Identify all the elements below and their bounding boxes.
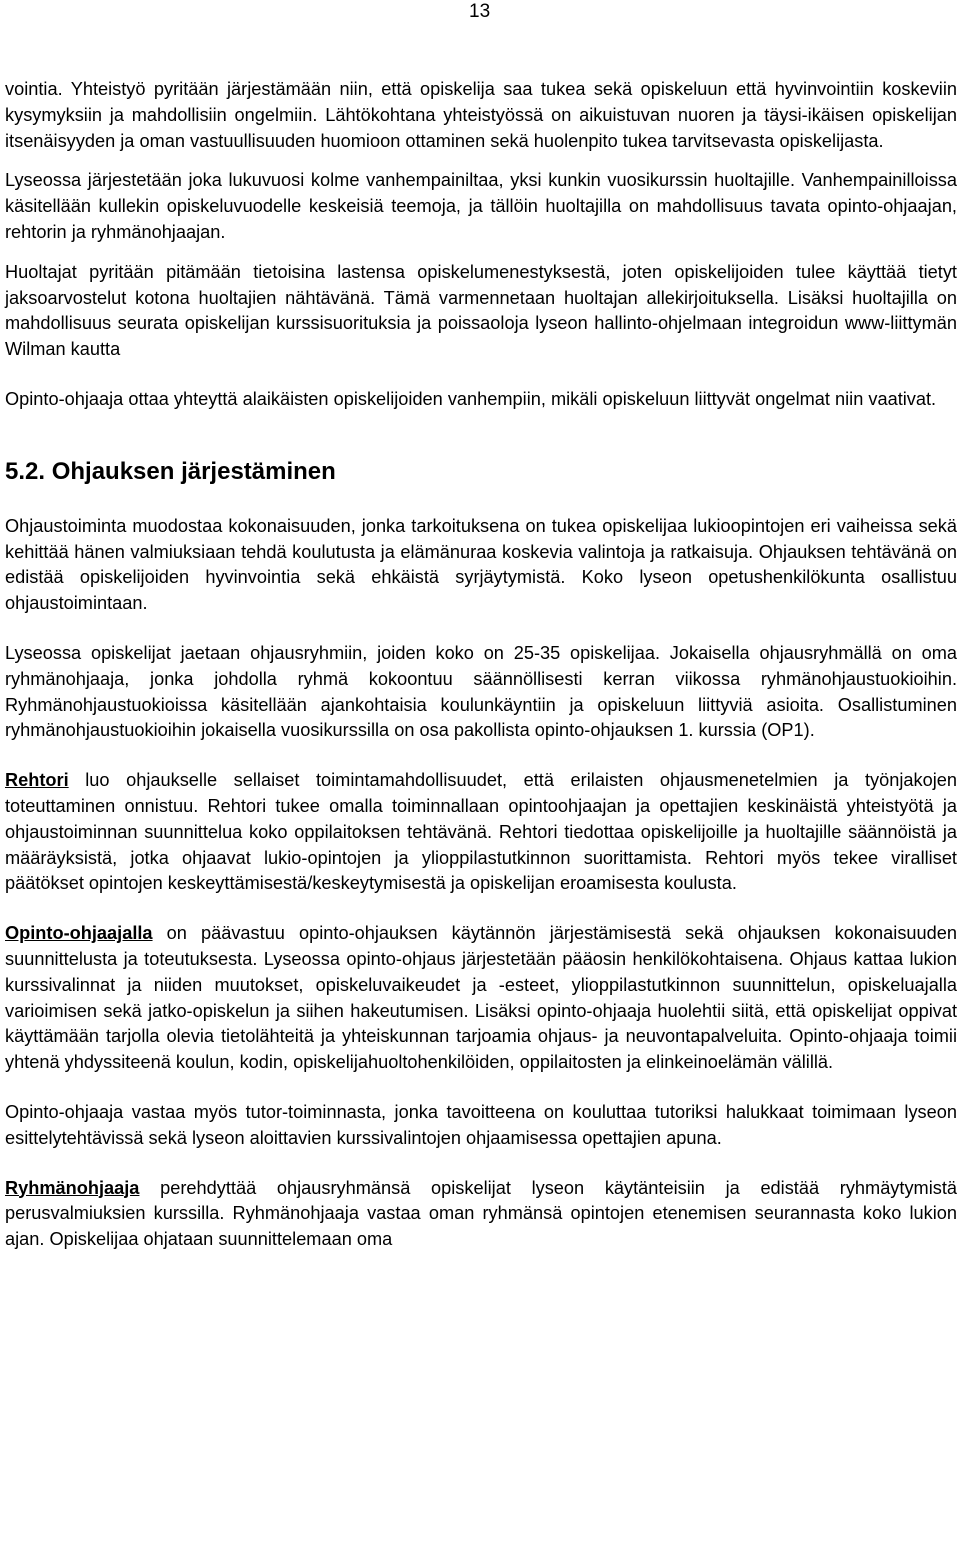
paragraph-counselor-contact: Opinto-ohjaaja ottaa yhteyttä alaikäisten opiskelijoiden vanhempiin, mikäli opiskeluun liittyvät ongelmat niin vaativat.: [5, 388, 937, 409]
paragraph-cooperation: vointia. Yhteistyö pyritään järjestämään niin, että opiskelija saa tukea sekä opiskeluun että hyvinvointiin koskeviin kysymyksiin ja mahdollisiin ongelmiin. Lähtökohtana yhteistyössä on aikuistuvan nuoren ja täysi-ikäisen opiskelijan itsenäisyyden ja oman vastuullisuuden huomioon ottaminen sekä huolenpito tukea tarvitsevasta opiskelijasta.: [5, 79, 957, 151]
paragraph-guardians-informed: Huoltajat pyritään pitämään tietoisina lastensa opiskelumenestyksestä, joten opiskelijoiden tulee käyttää tietyt jaksoarvostelut kotona huoltajien nähtävänä. Tämä varmennetaan huoltajan allekirjoituksella. Lisäksi huoltajilla on mahdollisuus seurata opiskelijan kurssisuorituksia ja poissaoloja lyseon hallinto-ohjelmaan integroidun www-liittymän Wilman kautta: [5, 261, 957, 360]
paragraph-group-leader: [5, 1176, 957, 1253]
principal-term: Rehtori: [5, 770, 69, 791]
counselor-text: on päävastuu opinto-ohjauksen käytännön järjestämisestä sekä ohjauksen kokonaisuuden suunnittelusta ja toteutuksesta. Lyseossa opinto-ohjaus järjestetään pääosin henkilökohtaisena. Ohjaus kattaa lukion kurssivalinnat ja niiden muutokset, opiskeluvaikeudet ja -esteet, ylioppilastutkinnon suunnittelun, opiskeluajalla varioimisen sekä jatko-opiskelun ja siihen hakeutumisen. Lisäksi opinto-ohjaaja huolehtii siitä, että opiskelijat oppivat käyttämään tarjolla olevia tietolähteitä ja yhteiskunnan tarjoamia ohjaus- ja neuvontapalveluita. Opinto-ohjaaja toimii yhtenä yhdyssiteenä koulun, kodin, opiskelijahuoltohenkilöiden, oppilaitosten ja elinkeinoelämän välillä.: [5, 923, 957, 1073]
page-number: 13: [469, 1, 491, 22]
group-leader-term: Ryhmänohjaaja: [5, 1177, 140, 1198]
paragraph-guidance-overview: Ohjaustoiminta muodostaa kokonaisuuden, jonka tarkoituksena on tukea opiskelijaa lukioopintojen eri vaiheissa sekä kehittää hänen valmiuksiaan tehdä koulutusta ja elämänuraa koskevia valintoja ja ratkaisuja. Ohjauksen tehtävänä on edistää opiskelijoiden hyvinvointia sekä ehkäistä syrjäytymistä. Koko lyseon opetushenkilökunta osallistuu ohjaustoimintaan.: [5, 515, 957, 614]
group-leader-text: perehdyttää ohjausryhmänsä opiskelijat lyseon käytänteisiin ja edistää ryhmäytymistä perusvalmiuksien kurssilla. Ryhmänohjaaja vastaa oman ryhmänsä opintojen etenemisen seurannasta koko lukion ajan. Opiskelijaa ohjataan suunnittelemaan oma: [5, 1177, 957, 1250]
principal-text: luo ohjaukselle sellaiset toimintamahdollisuudet, että erilaisten ohjausmenetelmien ja työnjakojen toteuttaminen onnistuu. Rehtori tukee omalla toiminnallaan opintoohjaajan ja opettajien keskinäistä yhteistyötä ja ohjaustoiminnan suunnittelua koko oppilaitoksen tehtävänä. Rehtori tiedottaa opiskelijoille ja huoltajille säännöistä ja määräyksistä, jotka ohjaavat lukio-opintojen ja ylioppilastutkinnon suorittamista. Rehtori myös tekee viralliset päätökset opintojen keskeyttämisestä/keskeytymisestä ja opiskelijan eroamisesta koulusta.: [5, 770, 957, 894]
paragraph-counselor: [5, 921, 957, 1076]
document-body: [5, 77, 957, 1253]
paragraph-principal: [5, 768, 957, 897]
paragraph-tutor: Opinto-ohjaaja vastaa myös tutor-toiminnasta, jonka tavoitteena on kouluttaa tutoriksi halukkaat toimimaan lyseon esittelytehtävissä sekä lyseon aloittavien kurssivalintojen ohjaamisessa opettajien apuna.: [5, 1101, 957, 1148]
section-heading: 5.2. Ohjauksen järjestäminen: [5, 457, 336, 485]
paragraph-parent-evenings: Lyseossa järjestetään joka lukuvuosi kolme vanhempainiltaa, yksi kunkin vuosikurssin huoltajille. Vanhempainilloissa käsitellään kullekin opiskeluvuodelle keskeisiä teemoja, ja tällöin huoltajilla on mahdollisuus tavata opinto-ohjaajan, rehtorin ja ryhmänohjaajan.: [5, 170, 957, 242]
paragraph-guidance-groups: Lyseossa opiskelijat jaetaan ohjausryhmiin, joiden koko on 25-35 opiskelijaa. Jokaisella ohjausryhmällä on oma ryhmänohjaaja, jonka johdolla ryhmä kokoontuu säännöllisesti kerran viikossa ryhmänohjaustuokioihin. Ryhmänohjaustuokioissa käsitellään ajankohtaisia koulunkäyntiin ja opiskeluun liittyviä asioita. Osallistuminen ryhmänohjaustuokioihin jokaisella vuosikurssilla on osa pakollista opinto-ohjauksen 1. kurssia (OP1).: [5, 642, 957, 741]
counselor-term: Opinto-ohjaajalla: [5, 923, 153, 944]
